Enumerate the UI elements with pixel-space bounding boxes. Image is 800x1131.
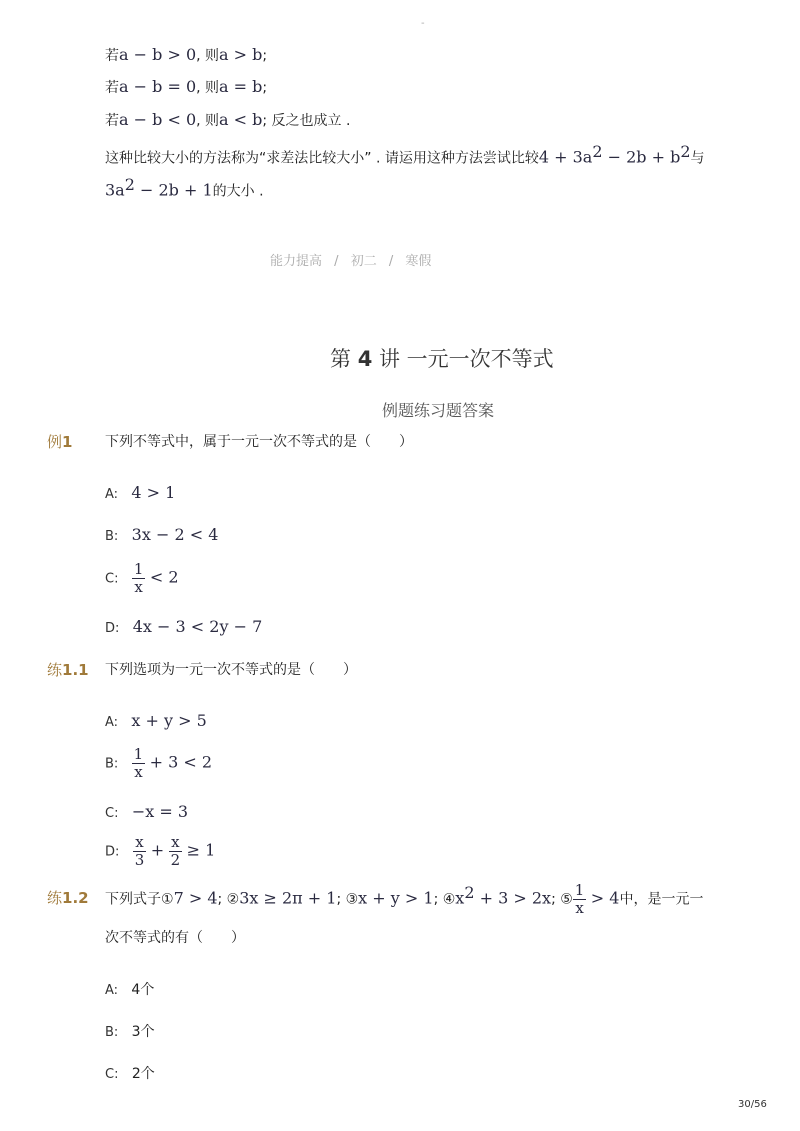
problem-text: 下列不等式中，属于一元一次不等式的是（ ）: [105, 434, 413, 450]
label-number: 1.1: [62, 661, 89, 679]
math: x + y > 5: [131, 711, 207, 730]
label-text: 练: [47, 889, 63, 907]
text: ;: [262, 48, 268, 64]
option-d: [105, 617, 262, 639]
math: 3a: [105, 180, 125, 200]
option-letter: D:: [105, 621, 120, 636]
denominator: x: [134, 763, 143, 781]
page-number: 30/56: [738, 1099, 767, 1110]
text: 中，是一元一: [619, 891, 704, 908]
math: a − b > 0: [119, 45, 197, 64]
title-number: 4: [357, 347, 373, 371]
math-sup: 2: [592, 142, 603, 161]
label-text: 例: [47, 433, 63, 451]
option-letter: B:: [105, 756, 119, 772]
option-b: [105, 525, 218, 547]
intro-line-1: [105, 45, 267, 66]
text: 若: [105, 113, 119, 129]
math: 4 > 1: [131, 483, 176, 502]
title-text: 讲 一元一次不等式: [379, 347, 554, 371]
math: − 2b + b: [602, 147, 681, 167]
option-c: [105, 802, 188, 824]
label-text: 练: [47, 661, 63, 679]
option-b: [105, 746, 212, 781]
option-a: [105, 711, 207, 733]
label-number: 1: [62, 433, 73, 451]
option-letter: A:: [105, 715, 119, 730]
denominator: x: [134, 578, 143, 596]
intro-line-3: [105, 110, 350, 131]
option-b: [105, 1022, 155, 1043]
math: 3x − 2 < 4: [131, 525, 219, 544]
math: −x = 3: [131, 802, 189, 821]
fraction: [132, 561, 146, 596]
fraction: [132, 746, 146, 781]
math: ≥ 1: [186, 840, 216, 860]
denominator: 2: [170, 851, 181, 869]
denominator: x: [575, 899, 584, 917]
option-letter: D:: [105, 844, 120, 860]
text: ; ③: [336, 891, 359, 908]
intro-line-2: [105, 77, 267, 98]
text: ;: [262, 80, 268, 96]
option-letter: A:: [105, 487, 119, 502]
option-letter: B:: [105, 529, 119, 544]
option-a: [105, 980, 154, 1001]
numerator: x: [169, 834, 183, 852]
math: x + y > 1: [358, 888, 434, 908]
text: 的大小 .: [212, 183, 264, 200]
text: 下列式子①: [105, 891, 174, 908]
breadcrumb-separator: /: [334, 254, 339, 269]
math-sup: 2: [680, 142, 691, 161]
option-letter: C:: [105, 571, 119, 587]
numerator: x: [133, 834, 147, 852]
text: 若: [105, 48, 119, 64]
math: +: [150, 840, 165, 860]
text: ; 反之也成立 .: [262, 113, 351, 129]
math: x: [455, 888, 465, 908]
math: a > b: [219, 45, 263, 64]
text: ; ④: [433, 891, 456, 908]
problem-text: 下列选项为一元一次不等式的是（ ）: [105, 662, 357, 678]
math-sup: 2: [464, 882, 475, 902]
math: 4x − 3 < 2y − 7: [132, 617, 263, 636]
problem-label: [47, 659, 89, 680]
numerator: 1: [133, 560, 144, 578]
fraction: [169, 834, 183, 869]
math: a − b = 0: [119, 77, 197, 96]
option-letter: C:: [105, 806, 119, 821]
header-mark: -: [421, 18, 425, 29]
math: 7 > 4: [173, 888, 218, 908]
option-letter: C:: [105, 1067, 119, 1082]
lecture-title: [330, 343, 554, 373]
option-c: [105, 561, 179, 596]
fraction: [133, 834, 147, 869]
breadcrumb-item: 初二: [350, 254, 377, 269]
intro-line-5: [105, 175, 264, 202]
label-number: 1.2: [62, 889, 89, 907]
math: 4 + 3a: [538, 147, 593, 167]
breadcrumb-item: 能力提高: [270, 254, 323, 269]
fraction: [573, 882, 587, 917]
problem-label: [47, 431, 72, 452]
breadcrumb-item: 寒假: [405, 254, 432, 269]
numerator: 1: [574, 881, 585, 899]
math-sup: 2: [124, 175, 135, 194]
option-text: 2个: [131, 1066, 155, 1082]
text: 这种比较大小的方法称为“求差法比较大小” . 请运用这种方法尝试比较: [105, 150, 539, 167]
numerator: 1: [133, 745, 144, 763]
breadcrumb-separator: /: [388, 254, 394, 269]
denominator: 3: [134, 851, 145, 869]
text: 若: [105, 80, 119, 96]
breadcrumb: [270, 252, 431, 272]
title-text: 第: [330, 347, 351, 371]
text: , 则: [196, 113, 220, 129]
text: , 则: [196, 80, 220, 96]
math: a < b: [219, 110, 263, 129]
option-d: [105, 834, 215, 869]
option-c: [105, 1064, 155, 1085]
option-text: 3个: [131, 1024, 155, 1040]
math: − 2b + 1: [134, 180, 213, 200]
math: a = b: [219, 77, 263, 96]
math: + 3 < 2: [149, 752, 213, 772]
option-letter: A:: [105, 983, 119, 998]
text: ; ②: [217, 891, 240, 908]
problem-text-line2: 次不等式的有（ ）: [105, 930, 245, 946]
option-text: 4个: [131, 982, 155, 998]
option-a: [105, 483, 175, 505]
problem-text: [105, 882, 703, 917]
text: , 则: [196, 48, 220, 64]
intro-line-4: [105, 142, 705, 169]
math: + 3 > 2x: [474, 888, 552, 908]
text: ; ⑤: [551, 891, 573, 908]
math: > 4: [590, 888, 620, 908]
option-letter: B:: [105, 1025, 119, 1040]
math: a − b < 0: [119, 110, 197, 129]
math: < 2: [149, 567, 179, 587]
text: 与: [690, 150, 705, 167]
math: 3x ≥ 2π + 1: [239, 888, 337, 908]
problem-label: [47, 887, 89, 908]
section-title: 例题练习题答案: [382, 401, 495, 420]
